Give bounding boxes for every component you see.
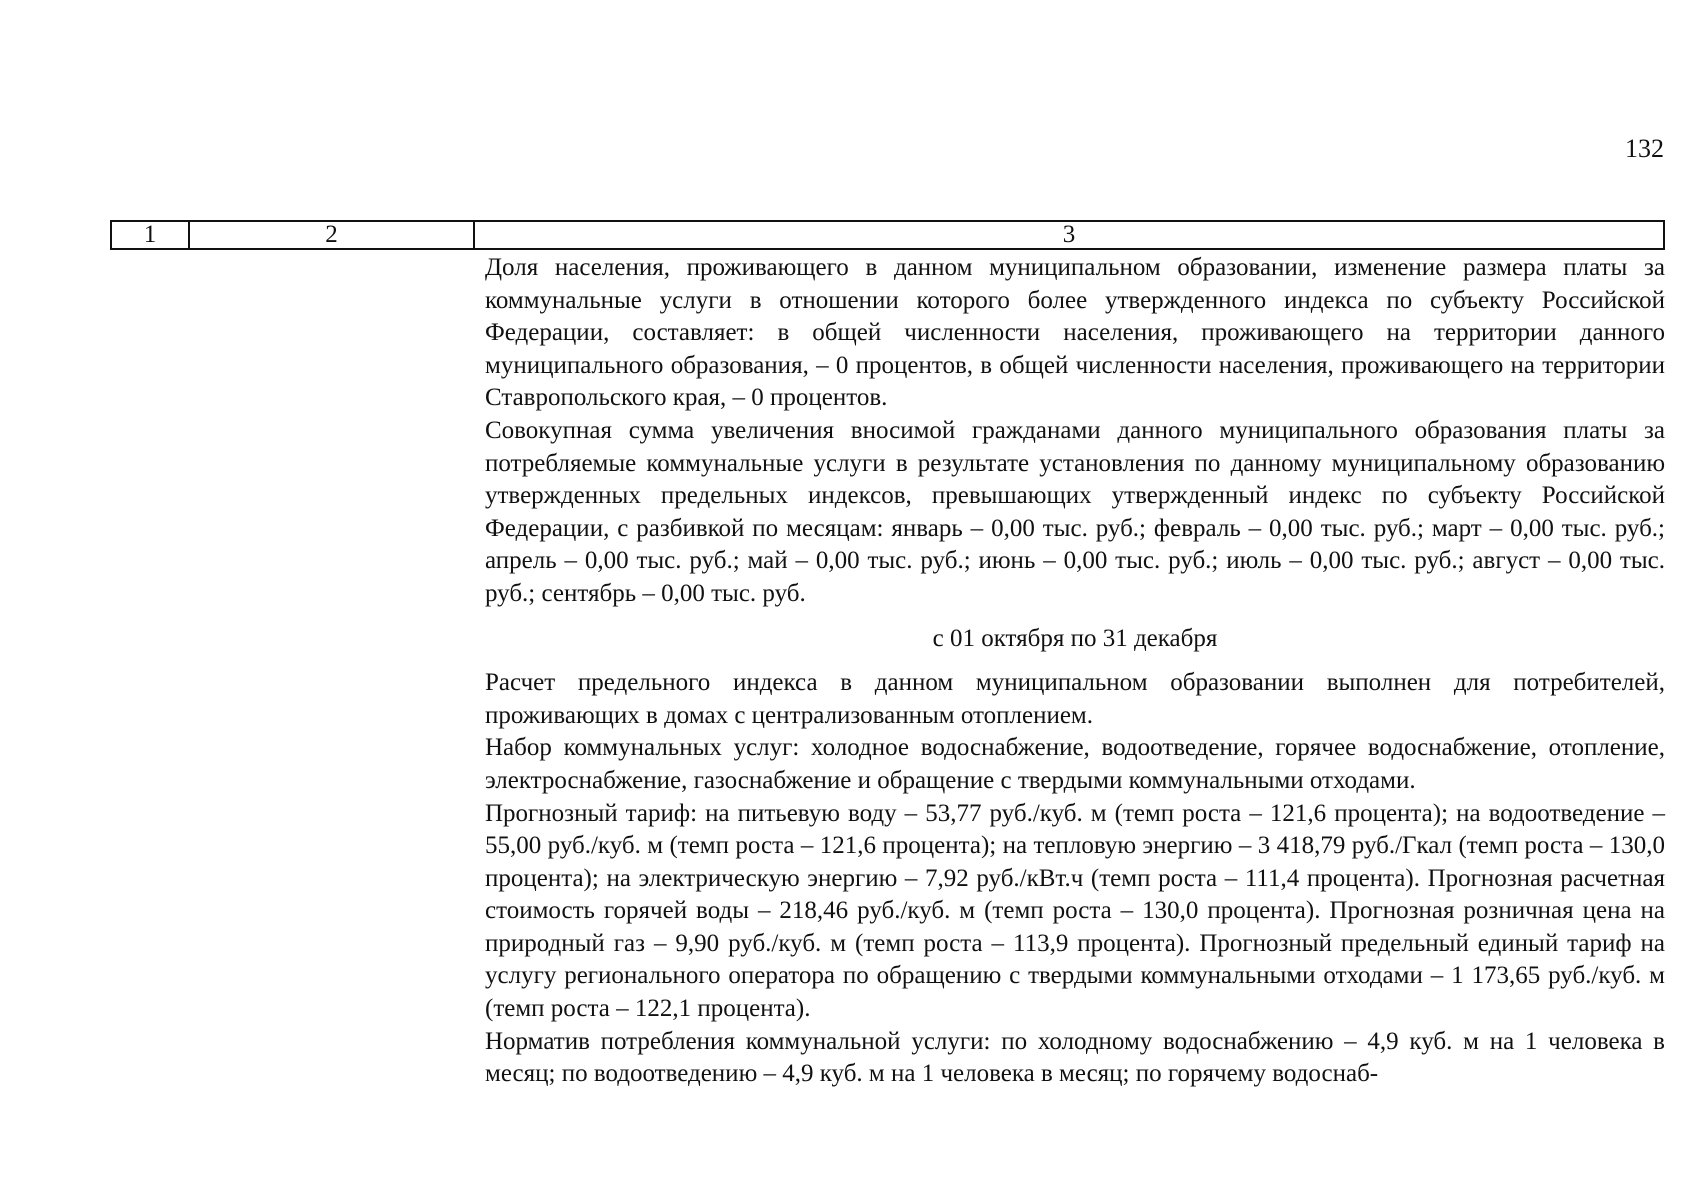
document-body: [485, 252, 1665, 1091]
paragraph-index-calculation: Расчет предельного индекса в данном муниципальном образовании выполнен для потребителей, проживающих в домах с централизованным отоплением.: [485, 669, 1665, 729]
column-header-row: [110, 220, 1665, 250]
column-header-2: 2: [190, 222, 475, 248]
column-header-1: 1: [112, 222, 190, 248]
paragraph-consumption-norm: Норматив потребления коммунальной услуги: по холодному водоснабжению – 4,9 куб. м на 1 человека в месяц; по водоотведению – 4,9 куб. м на 1 человека в месяц; по горячему водоснаб-: [485, 1027, 1665, 1088]
paragraph-total-increase: Совокупная сумма увеличения вносимой гражданами данного муниципального образования платы за потребляемые коммунальные услуги в результате установления по данному муниципальному образованию утвержденных предельных индексов, превышающих утвержденный индекс по субъекту Российской Федерации, с разбивкой по месяцам: январь – 0,00 тыс. руб.; февраль – 0,00 тыс. руб.; март – 0,00 тыс. руб.; апрель – 0,00 тыс. руб.; май – 0,00 тыс. руб.; июнь – 0,00 тыс. руб.; июль – 0,00 тыс. руб.; август – 0,00 тыс. руб.; сентябрь – 0,00 тыс. руб.: [485, 416, 1665, 607]
period-heading: с 01 октября по 31 декабря: [932, 624, 1218, 652]
column-header-3: 3: [1062, 221, 1076, 248]
paragraph-population-share: Доля населения, проживающего в данном муниципальном образовании, изменение размера платы за коммунальные услуги в отношении которого более утвержденного индекса по субъекту Российской Федерации, составляет: в общей численности населения, проживающего на территории данного муниципального образования, – 0 процентов, в общей численности населения, проживающего на территории Ставропольского края, – 0 процентов.: [485, 254, 1665, 412]
paragraph-forecast-tariff: Прогнозный тариф: на питьевую воду – 53,77 руб./куб. м (темп роста – 121,6 процента); на водоотведение – 55,00 руб./куб. м (темп роста – 121,6 процента); на тепловую энергию – 3 418,79 руб./Гкал (темп роста – 130,0 процента); на электрическую энергию – 7,92 руб./кВт.ч (темп роста – 111,4 процента). Прогнозная расчетная стоимость горячей воды – 218,46 руб./куб. м (темп роста – 130,0 процента). Прогнозная розничная цена на природный газ – 9,90 руб./куб. м (темп роста – 113,9 процента). Прогнозный предельный единый тариф на услугу регионального оператора по обращению с твердыми коммунальными отходами – 1 173,65 руб./куб. м (темп роста – 122,1 процента).: [485, 799, 1665, 1023]
paragraph-service-set: Набор коммунальных услуг: холодное водоснабжение, водоотведение, горячее водоснабжение, отопление, электроснабжение, газоснабжение и обращение с твердыми коммунальными отходами.: [485, 734, 1665, 794]
page-number: 132: [1625, 134, 1664, 163]
